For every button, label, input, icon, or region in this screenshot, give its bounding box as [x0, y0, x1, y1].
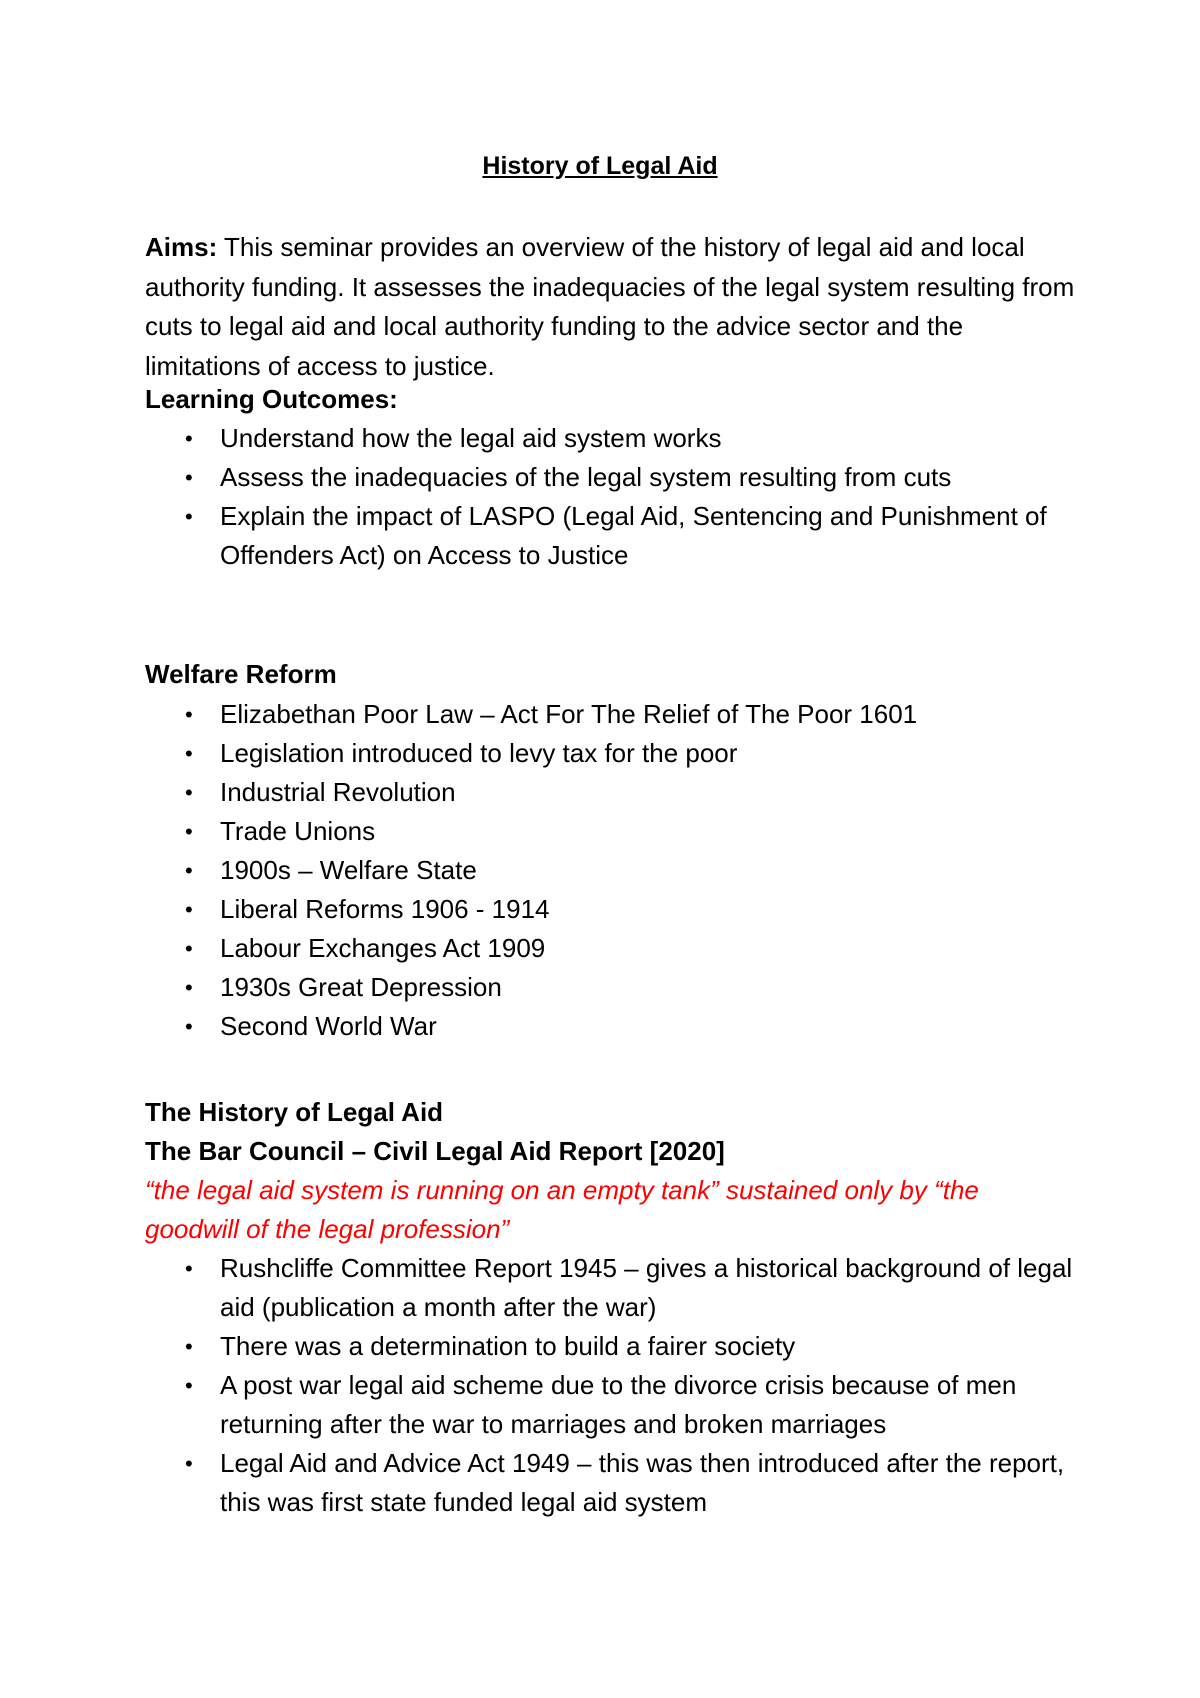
list-item: • Legal Aid and Advice Act 1949 – this was then introduced after the report, this was first state funded legal aid system [145, 1444, 1075, 1522]
bullet-icon: • [185, 858, 193, 883]
bullet-icon: • [185, 426, 193, 451]
list-item: • Trade Unions [145, 812, 1075, 851]
aims-text: This seminar provides an overview of the history of legal aid and local authority funding. It assesses the inadequacies of the legal system resulting from cuts to legal aid and local authority funding to the advice sector and the limitations of access to justice. [145, 232, 1075, 381]
bullet-icon: • [185, 1334, 193, 1359]
bullet-icon: • [185, 1256, 193, 1281]
welfare-reform-list [145, 695, 1075, 1046]
list-item: • There was a determination to build a fairer society [145, 1327, 1075, 1366]
list-item: • Assess the inadequacies of the legal system resulting from cuts [145, 458, 1075, 497]
list-item: • 1930s Great Depression [145, 968, 1075, 1007]
aims-label: Aims: [145, 232, 218, 262]
bullet-icon: • [185, 1451, 193, 1476]
page-title: History of Legal Aid [482, 152, 718, 180]
list-item: • Understand how the legal aid system works [145, 419, 1075, 458]
learning-outcomes-list [145, 419, 1075, 575]
bullet-icon: • [185, 504, 193, 529]
bullet-icon: • [185, 897, 193, 922]
bullet-icon: • [185, 975, 193, 1000]
list-item: • Liberal Reforms 1906 - 1914 [145, 890, 1075, 929]
list-item: • Rushcliffe Committee Report 1945 – gives a historical background of legal aid (publication a month after the war) [145, 1249, 1075, 1327]
bullet-icon: • [185, 1373, 193, 1398]
history-heading: The History of Legal Aid [145, 1097, 444, 1127]
list-item: • Second World War [145, 1007, 1075, 1046]
learning-outcomes-heading: Learning Outcomes: [145, 384, 398, 414]
list-item: • Explain the impact of LASPO (Legal Aid, Sentencing and Punishment of Offenders Act) on Access to Justice [145, 497, 1075, 575]
history-list [145, 1249, 1075, 1522]
bar-council-heading: The Bar Council – Civil Legal Aid Report [2020] [145, 1136, 725, 1166]
red-quote: “the legal aid system is running on an empty tank” sustained only by “the goodwill of the legal profession” [145, 1175, 979, 1244]
aims-paragraph [145, 228, 1075, 386]
bullet-icon: • [185, 702, 193, 727]
bullet-icon: • [185, 741, 193, 766]
bullet-icon: • [185, 819, 193, 844]
list-item: • Industrial Revolution [145, 773, 1075, 812]
list-item: • 1900s – Welfare State [145, 851, 1075, 890]
list-item: • Legislation introduced to levy tax for the poor [145, 734, 1075, 773]
list-item: • Labour Exchanges Act 1909 [145, 929, 1075, 968]
bullet-icon: • [185, 1014, 193, 1039]
bullet-icon: • [185, 465, 193, 490]
bullet-icon: • [185, 936, 193, 961]
bullet-icon: • [185, 780, 193, 805]
list-item: • Elizabethan Poor Law – Act For The Relief of The Poor 1601 [145, 695, 1075, 734]
list-item: • A post war legal aid scheme due to the divorce crisis because of men returning after the war to marriages and broken marriages [145, 1366, 1075, 1444]
welfare-reform-heading: Welfare Reform [145, 659, 337, 689]
